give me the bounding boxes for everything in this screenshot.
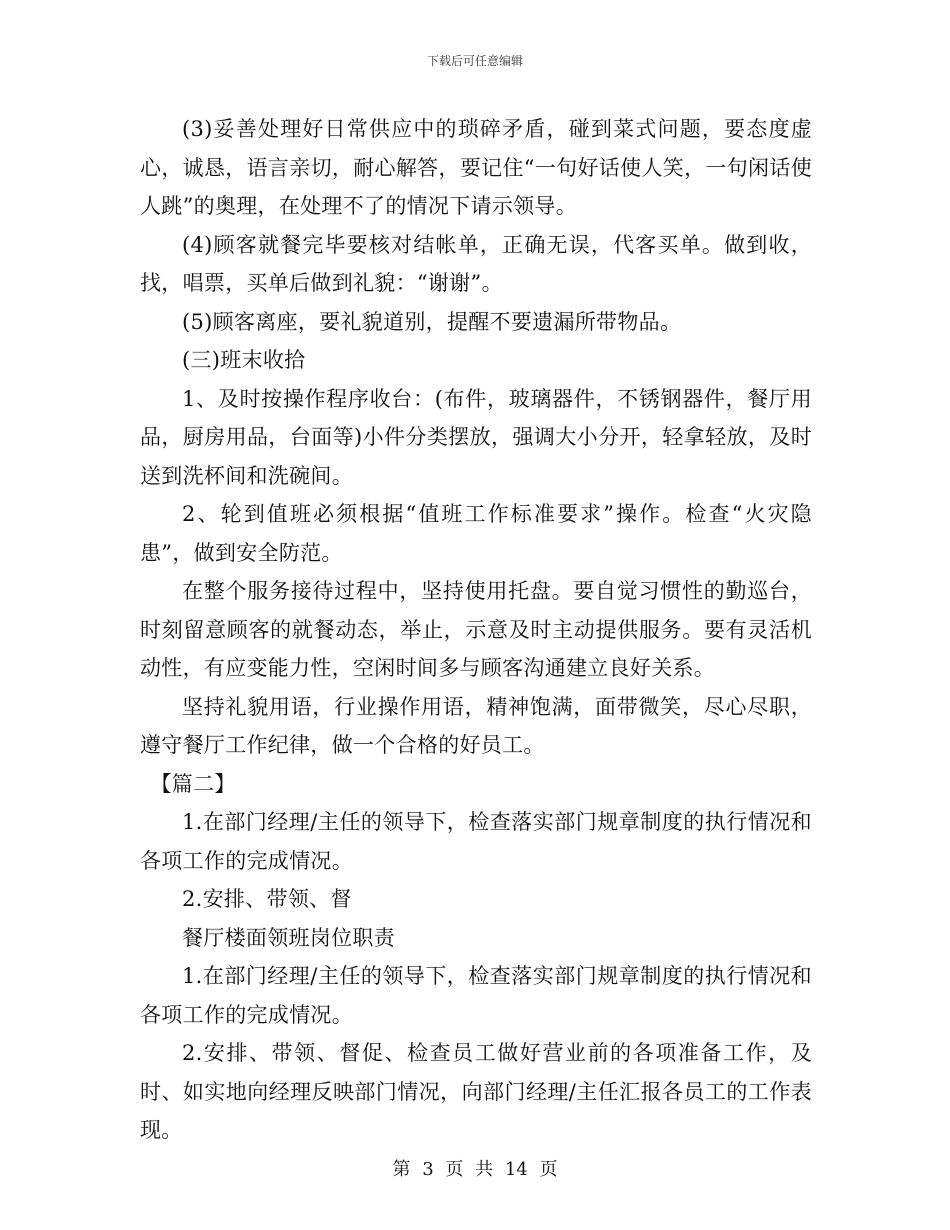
paragraph-service-item-5: (5)顾客离座，要礼貌道别，提醒不要遗漏所带物品。 — [182, 309, 682, 334]
paragraph-conduct-summary: 坚持礼貌用语，行业操作用语，精神饱满，面带微笑，尽心尽职，遵守餐厅工作纪律，做一个合格的好员工。 — [140, 694, 812, 757]
page-number-footer: 第 3 页 共 14 页 — [392, 1159, 558, 1180]
paragraph-duty-2-fragment: 2.安排、带领、督 — [182, 887, 352, 911]
paragraph-service-summary: 在整个服务接待过程中，坚持使用托盘。要自觉习惯性的勤巡台，时刻留意顾客的就餐动态，举止，示意及时主动提供服务。要有灵活机动性，有应变能力性，空闲时间多与顾客沟通建立良好关系。 — [140, 579, 812, 680]
paragraph-closing-item-1: 1、及时按操作程序收台：(布件，玻璃器件，不锈钢器件，餐厅用品，厨房用品，台面等)小件分类摆放，强调大小分开，轻拿轻放，及时送到洗杯间和洗碗间。 — [140, 386, 812, 488]
paragraph-service-item-4: (4)顾客就餐完毕要核对结帐单，正确无误，代客买单。做到收，找，唱票，买单后做到礼貌：“谢谢”。 — [140, 232, 812, 295]
section-heading-closing: (三)班末收拾 — [182, 348, 306, 372]
page-header: 下载后可任意编辑 — [426, 54, 523, 68]
section-heading-part-two: 【篇二】 — [150, 771, 236, 796]
paragraph-duty-1: 1.在部门经理/主任的领导下，检查落实部门规章制度的执行情况和各项工作的完成情况。 — [140, 810, 812, 873]
paragraph-closing-item-2: 2、轮到值班必须根据“值班工作标准要求”操作。检查“火灾隐患”，做到安全防范。 — [140, 502, 812, 565]
paragraph-supervisor-duty-1: 1.在部门经理/主任的领导下，检查落实部门规章制度的执行情况和各项工作的完成情况。 — [140, 964, 812, 1027]
paragraph-supervisor-duty-2: 2.安排、带领、督促、检查员工做好营业前的各项准备工作，及时、如实地向经理反映部门情况，向部门经理/主任汇报各员工的工作表现。 — [140, 1041, 812, 1142]
section-heading-floor-supervisor: 餐厅楼面领班岗位职责 — [182, 925, 395, 950]
paragraph-service-item-3: (3)妥善处理好日常供应中的琐碎矛盾，碰到菜式问题，要态度虚心，诚恳，语言亲切，耐心解答，要记住“一句好话使人笑，一句闲话使人跳”的奥理，在处理不了的情况下请示领导。 — [140, 117, 812, 218]
document-body — [140, 110, 812, 1150]
